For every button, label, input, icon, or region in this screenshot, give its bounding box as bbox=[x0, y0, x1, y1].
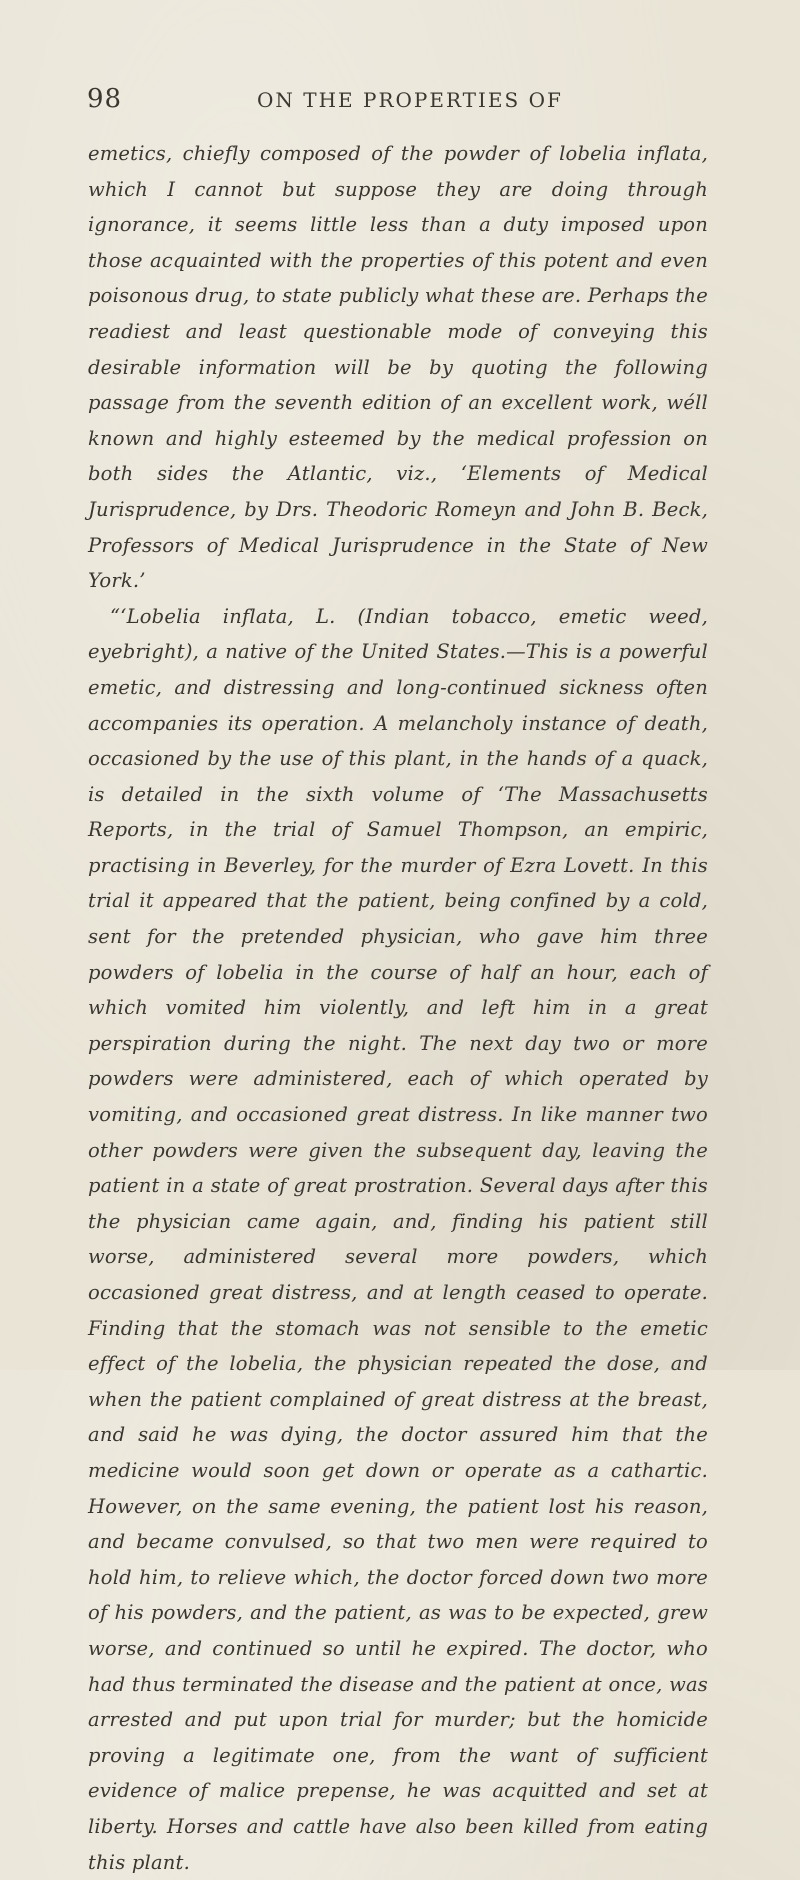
running-head bbox=[87, 84, 707, 118]
page-number: 98 bbox=[87, 84, 123, 114]
paragraph-2: “‘Lobelia inflata, L. (Indian tobacco, emetic weed, eyebright), a native of the United States.—This is a powerful emetic, and distressing and long-continued sickness often accompanies its operation. A melancholy instance of death, occasioned by the use of this plant, in the hands of a quack, is detailed in the sixth volume of ‘The Massachusetts Reports, in the trial of Samuel Thompson, an empiric, practising in Beverley, for the murder of Ezra Lovett. In this trial it appeared that the patient, being confined by a cold, sent for the pretended physician, who gave him three powders of lobelia in the course of half an hour, each of which vomited him violently, and left him in a great perspiration during the night. The next day two or more powders were administered, each of which operated by vomiting, and occasioned great distress. In like manner two other powders were given the subsequent day, leaving the patient in a state of great prostration. Several days after this the physician came again, and, finding his patient still worse, administered several more powders, which occasioned great distress, and at length ceased to operate. Finding that the stomach was not sensible to the emetic effect of the lobelia, the physician repeated the dose, and when the patient complained of great distress at the breast, and said he was dying, the doctor assured him that the medicine would soon get down or operate as a cathartic. However, on the same evening, the patient lost his reason, and became convulsed, so that two men were required to hold him, to relieve which, the doctor forced down two more of his powders, and the patient, as was to be expected, grew worse, and continued so until he expired. The doctor, who had thus terminated the disease and the patient at once, was arrested and put upon trial for murder; but the homicide proving a legitimate one, from the want of sufficient evidence of malice prepense, he was acquitted and set at liberty. Horses and cattle have also been killed from eating this plant. bbox=[88, 604, 708, 1874]
paragraph-1: emetics, chiefly composed of the powder of lobelia inflata, which I cannot but suppose they are doing through ignorance, it seems little less than a duty imposed upon those acquainted with the properties of this potent and even poisonous drug, to state publicly what these are. Perhaps the readiest and least questionable mode of conveying this desirable information will be by quoting the following passage from the seventh edition of an excellent work, wéll known and highly esteemed by the medical profession on both sides the Atlantic, viz., ‘Elements of Medical Jurisprudence, by Drs. Theodoric Romeyn and John B. Beck, Professors of Medical Jurisprudence in the State of New York.’ bbox=[88, 142, 708, 593]
body-text bbox=[88, 136, 708, 1880]
running-title: ON THE PROPERTIES OF bbox=[257, 88, 563, 112]
